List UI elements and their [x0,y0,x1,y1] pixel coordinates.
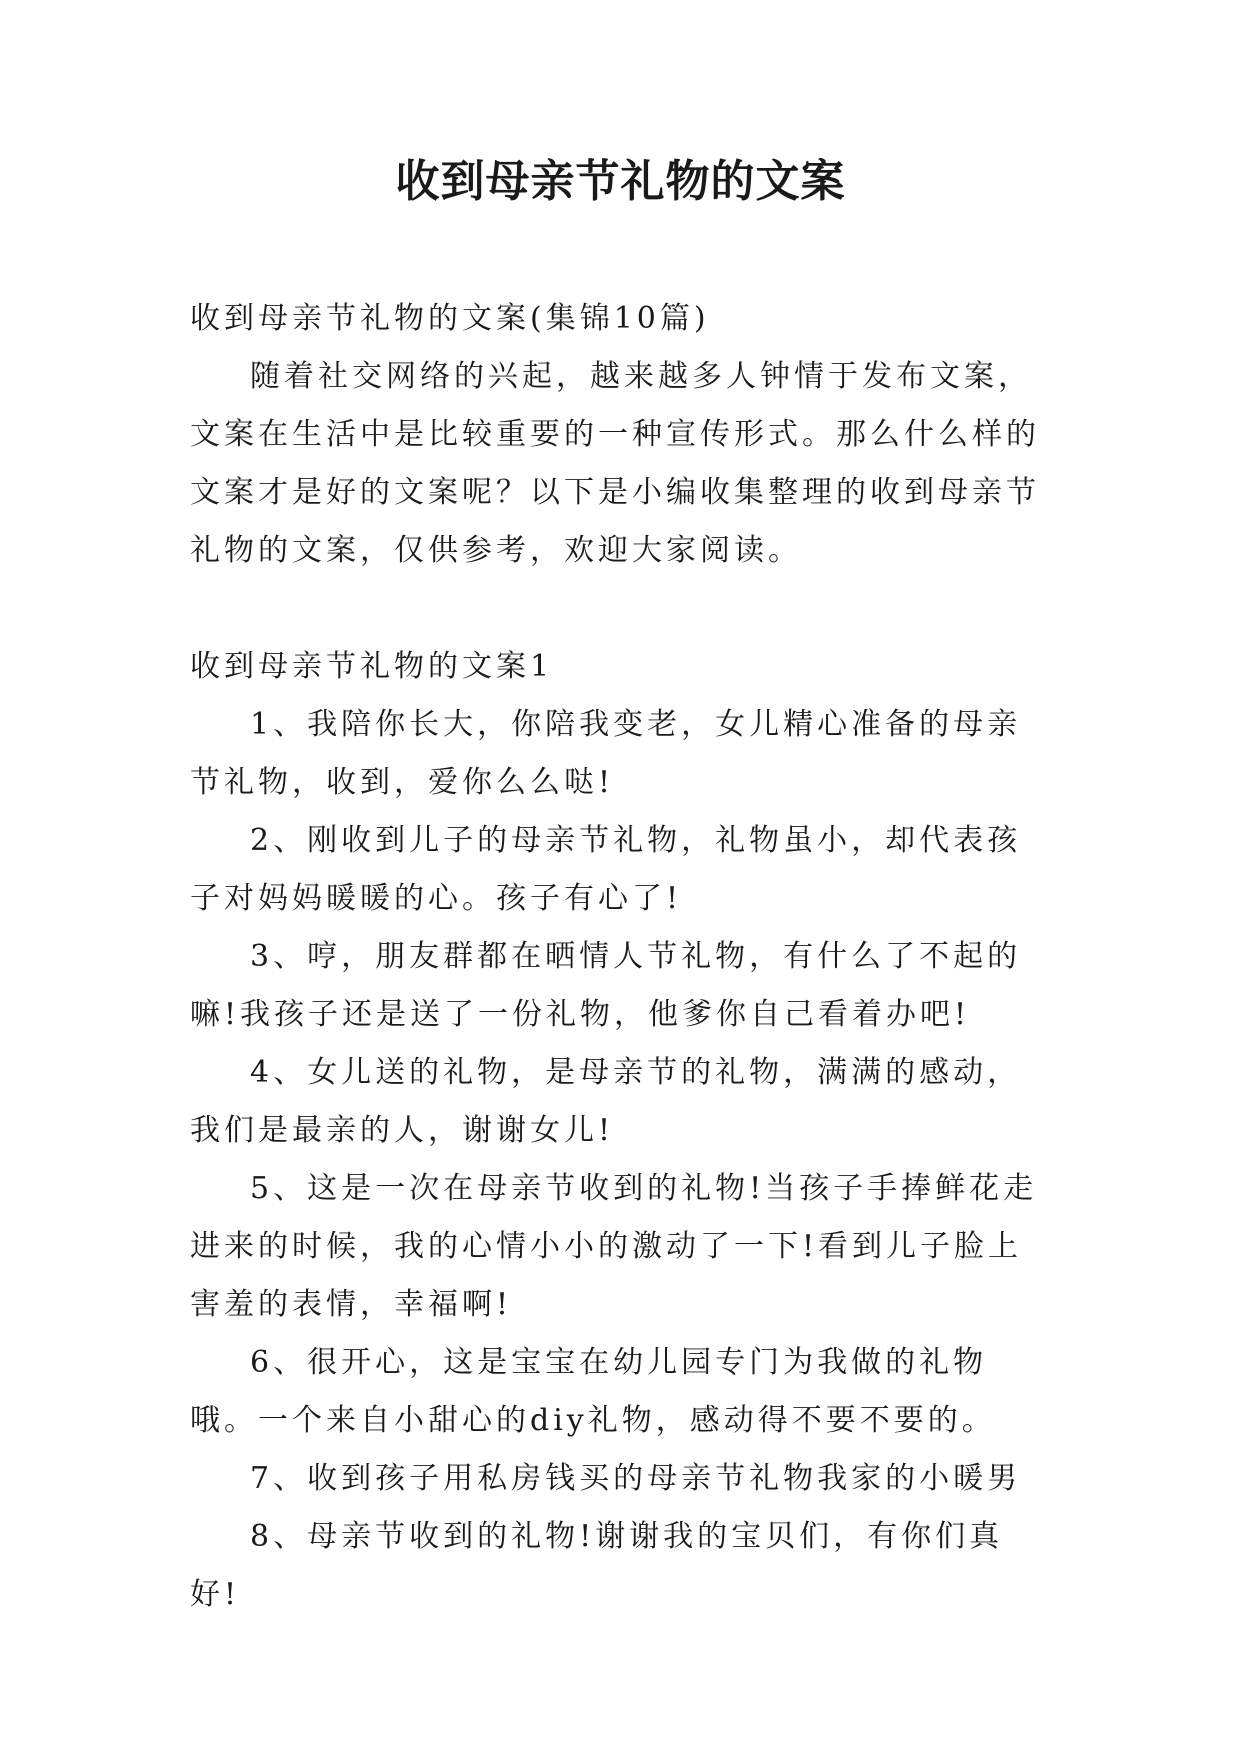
list-item: 3、哼，朋友群都在晒情人节礼物，有什么了不起的嘛!我孩子还是送了一份礼物，他爹你自己看着办吧! [190,939,1022,1032]
section-heading: 收到母亲节礼物的文案1 [190,649,554,684]
list-item: 7、收到孩子用私房钱买的母亲节礼物我家的小暖男 [250,1461,1022,1496]
list-item: 5、这是一次在母亲节收到的礼物!当孩子手捧鲜花走进来的时候，我的心情小小的激动了一下!看到儿子脸上害羞的表情，幸福啊! [190,1171,1038,1322]
intro-paragraph: 随着社交网络的兴起，越来越多人钟情于发布文案，文案在生活中是比较重要的一种宣传形式。那么什么样的文案才是好的文案呢？以下是小编收集整理的收到母亲节礼物的文案，仅供参考，欢迎大家阅读。 [190,359,1040,568]
list-item: 8、母亲节收到的礼物!谢谢我的宝贝们，有你们真好! [190,1519,1004,1612]
list-item: 6、很开心，这是宝宝在幼儿园专门为我做的礼物哦。一个来自小甜心的diy礼物，感动得不要不要的。 [190,1345,996,1438]
list-item: 1、我陪你长大，你陪我变老，女儿精心准备的母亲节礼物，收到，爱你么么哒! [190,707,1022,800]
document-body [190,290,1050,1624]
document-title: 收到母亲节礼物的文案 [395,156,846,207]
list-item: 2、刚收到儿子的母亲节礼物，礼物虽小，却代表孩子对妈妈暖暖的心。孩子有心了! [190,823,1022,916]
paragraph-spacer [190,580,1050,638]
list-item: 4、女儿送的礼物，是母亲节的礼物，满满的感动，我们是最亲的人，谢谢女儿! [190,1055,1022,1148]
document-subtitle: 收到母亲节礼物的文案(集锦10篇) [190,301,710,336]
